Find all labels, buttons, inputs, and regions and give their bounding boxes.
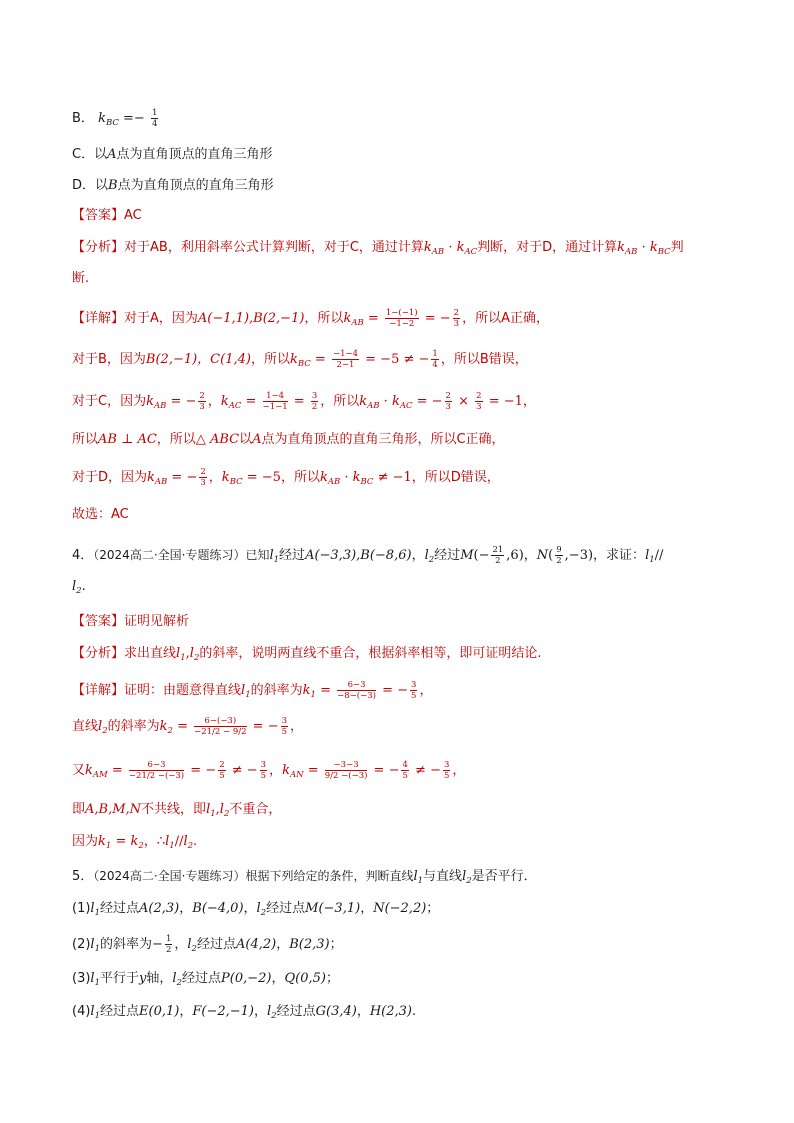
math: l — [189, 646, 194, 661]
math: k — [159, 719, 168, 734]
text: （2024高二·全国·专题练习）根据下列给定的条件，判断直线 — [93, 869, 414, 883]
math: = − — [248, 719, 279, 734]
fraction: $\frac{1-(-1)}{-1-2}$ — [385, 308, 418, 329]
q3-answer — [72, 206, 142, 226]
fraction: $\frac{9}{2}$ — [556, 545, 562, 566]
text: 对于D，因为 — [72, 470, 148, 485]
q4-stem: 4．（2024高二·全国·专题练习）已知$l_1$经过A(−3,3),B(−8,6)，$l_2$经过M(− $\frac{21}{2}$ ,6)，N( $\frac{9}{2}$ ,−3)，求证：$l_1//$ — [72, 545, 664, 566]
math: M — [460, 548, 474, 563]
math: F(−2,−1) — [192, 1004, 254, 1019]
math: k — [319, 470, 328, 485]
text: 经过点 — [196, 937, 236, 952]
math: = — [363, 311, 383, 326]
math: · — [444, 240, 457, 255]
math: l — [462, 869, 467, 884]
math: = − — [377, 683, 409, 698]
math: k — [352, 470, 361, 485]
text: 点为直角顶点的直角三角形 — [117, 178, 274, 193]
math: l — [187, 937, 192, 952]
math: l — [98, 719, 103, 734]
math: l — [90, 901, 95, 916]
fraction: $\frac{1}{2}$ — [165, 934, 172, 955]
text: 以 — [239, 432, 253, 447]
text: 的斜率，说明两直线不重合，根据斜率相等，即可证明结论. — [199, 646, 542, 661]
question-number: 4． — [72, 548, 94, 563]
subscript: 1 — [94, 1011, 101, 1021]
math: B(−4,0) — [192, 901, 244, 916]
text: ， — [269, 763, 283, 778]
text: ， — [243, 901, 257, 916]
text: ，所以B错误， — [440, 352, 528, 367]
math: k — [617, 240, 626, 255]
q3-detail-3 — [72, 391, 536, 416]
math: = −1 — [484, 394, 523, 409]
fraction: $\frac{2}{3}$ — [476, 391, 482, 412]
option-label: B． — [72, 111, 94, 126]
analysis-tag: 【分析】 — [72, 646, 125, 661]
subscript: 2 — [176, 978, 182, 988]
q4-stem-cont — [72, 577, 86, 601]
math: M(−3,1) — [305, 901, 361, 916]
fraction: $\frac{1}{4}$ — [151, 108, 158, 129]
subscript: 1 — [649, 555, 655, 565]
subscript: AM — [92, 770, 108, 780]
text: 经过点 — [276, 1004, 316, 1019]
math: = — [303, 763, 323, 778]
subscript: 1 — [180, 653, 186, 663]
subscript: AB — [327, 477, 341, 487]
subscript: 2 — [138, 841, 144, 851]
math: k — [649, 240, 658, 255]
math: k — [146, 394, 154, 409]
text: . — [81, 579, 86, 594]
text: 断. — [72, 271, 90, 286]
text: ，所以 — [280, 470, 320, 485]
subscript: BC — [360, 477, 374, 487]
subscript: 1 — [105, 841, 112, 851]
math: k — [391, 394, 400, 409]
k-symbol: k — [98, 111, 106, 126]
text: ，求证： — [593, 548, 646, 563]
subscript: AB — [367, 401, 380, 411]
math: ≠ − — [410, 763, 441, 778]
text: . — [411, 1004, 417, 1019]
math: k — [130, 834, 139, 849]
math: = − — [369, 763, 400, 778]
math: B — [108, 178, 118, 193]
q4-answer — [72, 612, 189, 632]
text: 的斜率为 — [250, 683, 303, 698]
q5-part-2 — [72, 934, 343, 959]
fraction: $\frac{-1-4}{2-1}$ — [332, 349, 359, 370]
answer-text: AC — [124, 208, 142, 223]
math: k — [423, 240, 432, 255]
fraction: $\frac{21}{2}$ — [492, 545, 504, 566]
math: A,B,M,N — [85, 802, 142, 817]
math: · — [379, 394, 392, 409]
text: 经过 — [279, 548, 306, 563]
subscript: 2 — [187, 841, 194, 851]
math: × — [453, 394, 474, 409]
math: l — [72, 579, 77, 594]
math: l — [176, 646, 181, 661]
math: l — [267, 1004, 272, 1019]
subscript: 2 — [102, 726, 108, 736]
text: ， — [356, 1004, 370, 1019]
math: l — [256, 901, 261, 916]
subscript: 2 — [167, 726, 173, 736]
text: 的斜率为 — [107, 719, 160, 734]
subscript: 1 — [94, 978, 101, 988]
math: l — [241, 683, 246, 698]
math: k — [343, 311, 352, 326]
q3-analysis-cont — [72, 269, 89, 289]
math: l — [90, 1004, 95, 1019]
text: . — [193, 834, 198, 849]
text: 点为直角顶点的直角三角形 — [116, 147, 273, 162]
math: ,−3 — [564, 548, 588, 563]
subscript: BC — [657, 247, 671, 257]
text: ， — [523, 548, 537, 563]
subscript: 2 — [271, 1011, 277, 1021]
q4-detail-2 — [72, 716, 303, 741]
text: 经过点 — [182, 971, 222, 986]
text: ，∴ — [143, 834, 166, 849]
subscript: AB — [154, 477, 168, 487]
math: l — [165, 834, 170, 849]
text: 对于AB，利用斜率公式计算判断，对于C，通过计算 — [124, 240, 424, 255]
math: k — [85, 763, 93, 778]
text: 即 — [72, 802, 86, 817]
math: y — [139, 971, 147, 986]
text: 经过 — [434, 548, 461, 563]
q4-detail-5 — [72, 832, 197, 856]
q4-analysis — [72, 644, 542, 668]
math: = — [172, 719, 193, 734]
fraction: $\frac{2}{3}$ — [445, 391, 451, 412]
math: k — [220, 394, 229, 409]
math: l — [90, 971, 95, 986]
text: 故选：AC — [72, 507, 129, 522]
text: (3) — [72, 971, 91, 986]
text: ，所以 — [156, 432, 196, 447]
math: = — [315, 683, 336, 698]
question-number: 5． — [72, 869, 94, 884]
text: 平行于 — [100, 971, 140, 986]
math: k — [302, 683, 311, 698]
fraction: $\frac{-3-3}{9/2 -(-3)}$ — [324, 760, 368, 781]
text: 对于B，因为 — [72, 352, 146, 367]
math: A(2,3) — [139, 901, 180, 916]
math: l — [90, 937, 95, 952]
fraction: $\frac{6-3}{-8-(-3)}$ — [337, 680, 376, 701]
math: = — [111, 834, 131, 849]
q4-detail-3 — [72, 760, 465, 785]
subscript: BC — [297, 359, 311, 369]
math: P(0,−2) — [221, 971, 272, 986]
math: △ ABC — [195, 432, 240, 447]
q5-part-3 — [72, 969, 339, 993]
text: 点为直角顶点的直角三角形，所以C正确， — [261, 432, 505, 447]
text: ， — [290, 719, 304, 734]
math: N — [536, 548, 549, 563]
math: · — [340, 470, 353, 485]
subscript: 2 — [260, 908, 267, 918]
math: G(3,4) — [315, 1004, 357, 1019]
math: ≠ − — [227, 763, 258, 778]
math: l — [413, 869, 418, 884]
q3-detail-1 — [72, 308, 549, 333]
text: ，所以D错误， — [411, 470, 500, 485]
text: 对于C，因为 — [72, 394, 147, 409]
math: A(4,2) — [235, 937, 277, 952]
math: = − — [166, 394, 197, 409]
text: ； — [329, 937, 343, 952]
text: 是否平行． — [471, 869, 537, 884]
equals: =− — [123, 111, 145, 126]
q3-detail-4 — [72, 430, 505, 450]
math: = — [310, 352, 330, 367]
subscript: 2 — [223, 809, 230, 819]
math: = −5 — [242, 470, 281, 485]
text: 证明：由题意得直线 — [124, 683, 242, 698]
text: 直线 — [72, 719, 99, 734]
math: = − — [167, 470, 198, 485]
math: k — [282, 763, 290, 778]
text: ， — [276, 937, 290, 952]
text: 经过点 — [100, 901, 140, 916]
q5-stem — [72, 866, 537, 891]
subscript: AC — [228, 401, 242, 411]
math: A(−1,1),B(2,−1) — [197, 311, 305, 326]
text: ， — [207, 394, 221, 409]
q3-analysis — [72, 238, 684, 262]
math: E(0,1) — [139, 1004, 180, 1019]
math: l — [183, 834, 188, 849]
fraction: $\frac{4}{5}$ — [402, 760, 408, 781]
subscript: AB — [351, 318, 364, 328]
subscript: 1 — [94, 944, 101, 954]
subscript: AB — [625, 247, 638, 257]
text: ， — [179, 1004, 193, 1019]
q3-detail-2 — [72, 349, 528, 374]
text: ， — [208, 470, 222, 485]
math: = — [107, 763, 127, 778]
subscript: 1 — [417, 876, 424, 886]
math: Q(0,5) — [284, 971, 326, 986]
math: , — [215, 802, 220, 817]
answer-tag: 【答案】 — [72, 614, 125, 629]
text: ， — [179, 901, 193, 916]
math: H(2,3) — [369, 1004, 412, 1019]
math: k — [289, 352, 298, 367]
subscript: 2 — [191, 944, 197, 954]
math: = − — [412, 394, 443, 409]
subscript: 2 — [428, 555, 435, 565]
text: C．以 — [72, 147, 108, 162]
text: 求出直线 — [124, 646, 177, 661]
subscript: BC — [105, 118, 119, 128]
text: (1) — [72, 901, 91, 916]
answer-tag: 【答案】 — [72, 208, 125, 223]
text: 不重合， — [229, 802, 282, 817]
math: l — [219, 802, 224, 817]
answer-text: 证明见解析 — [124, 614, 190, 629]
math: = −5 ≠ − — [361, 352, 430, 367]
subscript: 1 — [94, 908, 101, 918]
text: D．以 — [72, 178, 109, 193]
text: ， — [411, 548, 425, 563]
math: = − — [420, 311, 451, 326]
text: ； — [325, 971, 339, 986]
text: ， — [253, 1004, 267, 1019]
text: 不共线，即 — [141, 802, 207, 817]
text: 对于A，因为 — [124, 311, 198, 326]
math: = — [241, 394, 261, 409]
math: A — [252, 432, 262, 447]
text: ， — [522, 394, 536, 409]
option-d — [72, 176, 274, 196]
math: N(−2,2) — [373, 901, 427, 916]
text: 又 — [72, 763, 86, 778]
text: （2024高二·全国·专题练习）已知 — [93, 548, 270, 562]
fraction: $\frac{3}{5}$ — [411, 680, 417, 701]
fraction: $\frac{2}{3}$ — [200, 467, 206, 488]
math: l — [269, 548, 274, 563]
option-b — [72, 108, 160, 133]
math: l — [206, 802, 211, 817]
subscript: 1 — [310, 690, 316, 700]
subscript: AN — [290, 770, 304, 780]
math: k — [98, 834, 106, 849]
text: ， — [452, 763, 466, 778]
analysis-tag: 【分析】 — [72, 240, 125, 255]
math: ,6 — [506, 548, 519, 563]
option-c — [72, 145, 272, 165]
math: k — [221, 470, 230, 485]
text: ，所以 — [250, 352, 290, 367]
fraction: $\frac{6-3}{-21/2 -(-3)}$ — [128, 760, 185, 781]
math: = — [289, 394, 309, 409]
text: ， — [174, 937, 188, 952]
subscript: 2 — [466, 876, 472, 886]
math: l — [645, 548, 650, 563]
fraction: $\frac{6-(-3)}{-21/2 - 9/2}$ — [194, 716, 247, 737]
fraction: $\frac{2}{3}$ — [199, 391, 205, 412]
math: k — [456, 240, 465, 255]
q3-final — [72, 505, 129, 525]
q4-detail-1 — [72, 680, 432, 705]
q4-detail-4 — [72, 800, 281, 824]
math: // — [654, 548, 664, 563]
subscript: 2 — [193, 653, 200, 663]
text: ； — [426, 901, 440, 916]
text: (2) — [72, 937, 91, 952]
subscript: 2 — [76, 586, 82, 596]
text: 判 — [670, 240, 684, 255]
fraction: $\frac{1-4}{-1-1}$ — [262, 391, 288, 412]
math: = − — [186, 763, 217, 778]
fraction: $\frac{2}{3}$ — [453, 308, 460, 329]
math: · — [637, 240, 650, 255]
detail-tag: 【详解】 — [72, 311, 125, 326]
math: k — [359, 394, 368, 409]
fraction: $\frac{3}{5}$ — [443, 760, 450, 781]
subscript: BC — [229, 477, 243, 487]
math: B(2,3) — [289, 937, 330, 952]
subscript: AB — [153, 401, 167, 411]
subscript: AB — [431, 247, 445, 257]
subscript: 1 — [169, 841, 175, 851]
math: A(−3,3),B(−8,6) — [305, 548, 412, 563]
math: − — [152, 937, 163, 952]
fraction: $\frac{1}{4}$ — [432, 349, 438, 370]
fraction: $\frac{3}{5}$ — [260, 760, 267, 781]
math: B(2,−1)，C(1,4) — [145, 352, 251, 367]
text: ， — [419, 683, 433, 698]
subscript: 1 — [210, 809, 216, 819]
text: 因为 — [72, 834, 99, 849]
fraction: $\frac{3}{5}$ — [281, 716, 288, 737]
fraction: $\frac{3}{2}$ — [311, 391, 318, 412]
math: A — [107, 147, 117, 162]
q5-part-4 — [72, 1002, 416, 1026]
math: l — [424, 548, 429, 563]
fraction: $\frac{2}{5}$ — [219, 760, 225, 781]
math: l — [172, 971, 177, 986]
subscript: 1 — [245, 690, 251, 700]
math: // — [174, 834, 184, 849]
math: k — [147, 470, 155, 485]
text: ， — [360, 901, 374, 916]
text: 所以 — [72, 432, 99, 447]
text: ，所以 — [304, 311, 344, 326]
text: 经过点 — [100, 1004, 140, 1019]
text: ，所以 — [320, 394, 360, 409]
subscript: AC — [464, 247, 478, 257]
subscript: 1 — [273, 555, 280, 565]
text: 轴， — [146, 971, 173, 986]
detail-tag: 【详解】 — [72, 683, 125, 698]
math: AB ⊥ AC — [98, 432, 157, 447]
subscript: AC — [399, 401, 413, 411]
math: , — [185, 646, 190, 661]
q5-part-1 — [72, 899, 439, 923]
text: ， — [271, 971, 285, 986]
text: 经过点 — [266, 901, 306, 916]
q3-detail-5 — [72, 467, 500, 492]
text: ，所以A正确， — [462, 311, 549, 326]
text: 与直线 — [423, 869, 463, 884]
text: 判断，对于D，通过计算 — [477, 240, 618, 255]
math: ≠ −1 — [373, 470, 412, 485]
text: (4) — [72, 1004, 91, 1019]
text: 的斜率为 — [100, 937, 153, 952]
